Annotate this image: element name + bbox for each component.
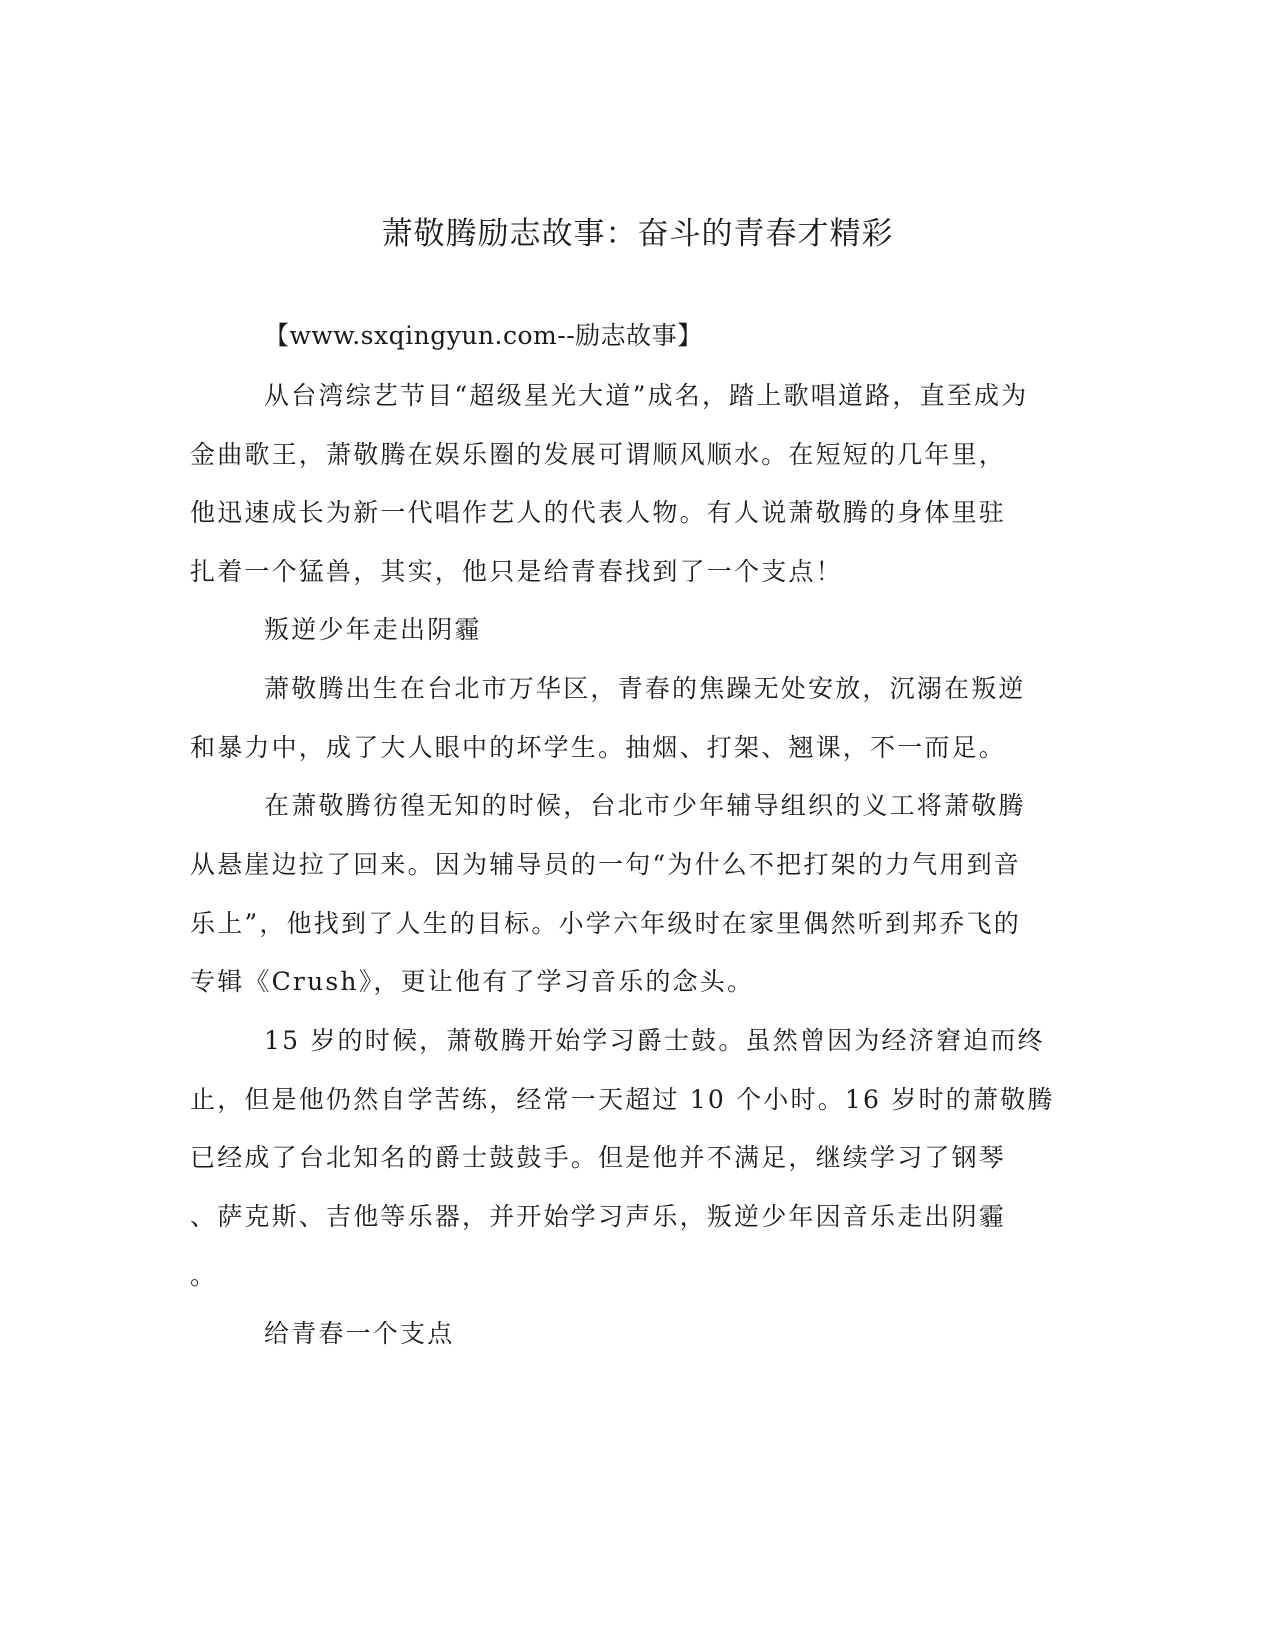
paragraph-line: 在萧敬腾彷徨无知的时候，台北市少年辅导组织的义工将萧敬腾 — [264, 791, 1026, 820]
paragraph-line: 、萨克斯、吉他等乐器，并开始学习声乐，叛逆少年因音乐走出阴霾 — [190, 1202, 1007, 1231]
paragraph-line: 15 岁的时候，萧敬腾开始学习爵士鼓。虽然曾因为经济窘迫而终 — [264, 1026, 1045, 1055]
document-title: 萧敬腾励志故事：奋斗的青春才精彩 — [381, 216, 894, 252]
paragraph-line: 止，但是他仍然自学苦练，经常一天超过 10 个小时。16 岁时的萧敬腾 — [190, 1085, 1055, 1114]
paragraph-line: 专辑《Crush》，更让他有了学习音乐的念头。 — [190, 967, 755, 996]
paragraph-line: 金曲歌王，萧敬腾在娱乐圈的发展可谓顺风顺水。在短短的几年里， — [190, 440, 1007, 469]
source-line: 【www.sxqingyun.com--励志故事】 — [264, 321, 703, 350]
paragraph-line: 从悬崖边拉了回来。因为辅导员的一句“为什么不把打架的力气用到音 — [190, 850, 1021, 879]
paragraph-line: 。 — [190, 1261, 218, 1290]
paragraph-line: 他迅速成长为新一代唱作艺人的代表人物。有人说萧敬腾的身体里驻 — [190, 498, 1007, 527]
paragraph-line: 已经成了台北知名的爵士鼓鼓手。但是他并不满足，继续学习了钢琴 — [190, 1143, 1007, 1172]
paragraph-line: 扎着一个猛兽，其实，他只是给青春找到了一个支点！ — [190, 557, 843, 586]
paragraph-line: 从台湾综艺节目“超级星光大道”成名，踏上歌唱道路，直至成为 — [264, 381, 1029, 410]
paragraph-line: 乐上”，他找到了人生的目标。小学六年级时在家里偶然听到邦乔飞的 — [190, 909, 1021, 938]
section-heading: 叛逆少年走出阴霾 — [264, 615, 482, 644]
paragraph-line: 和暴力中，成了大人眼中的坏学生。抽烟、打架、翘课，不一而足。 — [190, 733, 1007, 762]
section-heading: 给青春一个支点 — [264, 1319, 455, 1348]
paragraph-line: 萧敬腾出生在台北市万华区，青春的焦躁无处安放，沉溺在叛逆 — [264, 674, 1026, 703]
